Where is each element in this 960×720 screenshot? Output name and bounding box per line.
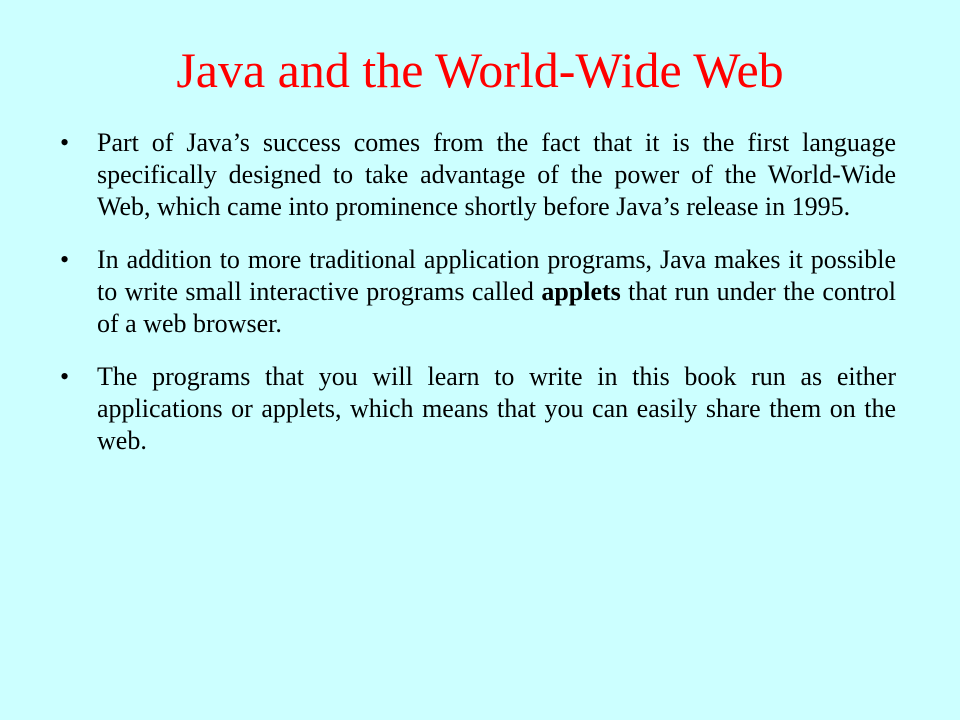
bullet-item-java-success xyxy=(60,127,896,223)
bullet-text-after: that run under the control of a web browser. xyxy=(97,277,896,338)
bullet-text: The programs that you will learn to write in this book run as either applications or applets, which means that you can easily share them on the web. xyxy=(97,362,896,455)
bullet-list xyxy=(60,127,896,478)
bullet-item-programs-web xyxy=(60,361,896,457)
slide-title: Java and the World-Wide Web xyxy=(176,42,784,98)
bullet-text-before: In addition to more traditional application programs, Java makes it possible to write small interactive programs called xyxy=(97,245,896,306)
bullet-item-applets xyxy=(60,244,896,340)
bold-term-applets: applets xyxy=(541,277,621,306)
bullet-text: Part of Java’s success comes from the fact that it is the first language specifically designed to take advantage of the power of the World-Wide Web, which came into prominence shortly before Java’s release in 1995. xyxy=(97,128,896,221)
